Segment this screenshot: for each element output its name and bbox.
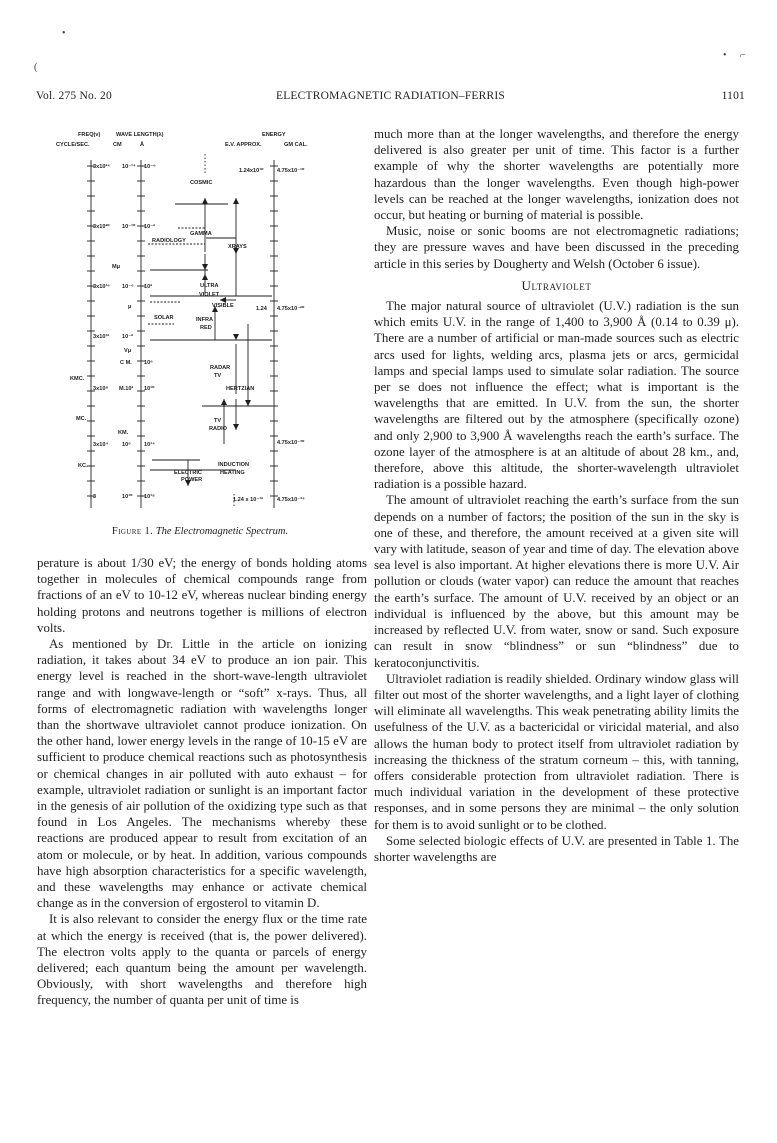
energy-cal-radio: 4.75x10⁻³⁰ [277,440,305,446]
cm-label: 10⁻² [122,334,134,340]
freq-label: 3x10¹² [93,334,110,340]
unit-label-mc: MC. [76,416,87,422]
freq-label: 3x10²⁴ [93,164,111,170]
energy-ev-top: 1.24x10¹⁰ [239,168,264,174]
energy-cal-top: 4.75x10⁻¹⁰ [277,168,305,174]
band-red: RED [200,325,212,331]
unit-label-mu: μ [128,304,132,310]
band-visible: VISIBLE [212,303,234,309]
energy-ev-bottom: 1.24 x 10⁻¹² [233,497,264,503]
band-radar: RADAR [210,365,231,371]
cm-label: 10⁻¹⁰ [122,224,136,230]
unit-label-kc: KC. [78,463,88,469]
journal-page: • ( • ⌐ Vol. 275 No. 20 ELECTROMAGNETIC RADIATION–FERRIS 1101 FREQ(ν) CYCLE/SEC. WAVE LENGTH(λ) CM Å ENERGY E.V. APPROX. GM CAL. 3x10²⁴ 3x10²⁰ 3x10¹⁶ 3x10¹² 3x10⁸ 3x10⁴ 3 10⁻¹⁴ 10⁻¹⁰ 10⁻⁶ 10⁻² M.10² 10⁶ 10¹⁰ 10⁻⁶ 10⁻² 10² 10⁶ 10¹⁰ 10¹⁴ 10¹⁸ Mμ μ Vμ C M. KMC. KM. MC. KC. 1.24x10¹⁰ 4.75x10⁻¹⁰ 1.24 4.75x10⁻²⁰ 4.75x10⁻³⁰ 1.24 x 10⁻¹² 4.75x10⁻³⁴ COSMIC GAMMA RADIOLOGY XRAYS ULTRA VIOLET VISIBLE SOLAR INFRA RED RADAR TV HERTZIAN TV RADIO INDUCTION HEATING ELECTRIC POWER Figure 1. The Electromagnetic Spectrum. perature is about 1/30 eV; the energy of bonds holding atoms together in molecules of chemical compounds range from fractions of an eV to 10-12 eV, whereas nuclear binding energy holding protons and neutrons together is millions of electron volts. As mentioned by Dr. Little in the article on ionizing radiation, it takes about 34 eV to produce an ion pair. This energy level is reached in the short-wave-length ultraviolet range and with longwave-length or “soft” x-rays. Thus, all forms of electromagnetic radiation with wavelengths longer than the shortwave ultraviolet cannot produce ionization. On the other hand, lower energy levels in the range of 10-15 eV are sufficient to produce chemical reactions such as photosynthesis or chemical changes in air polluted with auto exhaust – for example, ultraviolet radiation or sunlight is an important factor in the genesis of air pollution of the oxidizing type such as that found in Los Angeles. The mechanisms whereby these reactions are produced appear to result from excitation of an atom or molecule, or by heat. In addition, various compounds have high absorption characteristics for a specific wavelength, and these wavelengths may enhance or activate chemical change as in the conversion of ergosterol to vitamin D. It is also relevant to consider the energy flux or the time rate at which the energy is received (that is, the power delivered). The electron volts apply to the quanta or parcels of energy delivered; each quantum being the amount per wavelength. Obviously, with short wavelengths and therefore high frequency, the number of quanta per unit of time is much more than at the longer wavelengths, and therefore the energy delivered is also greater per unit of time. This factor is a further example of why the shorter wavelengths are potentially more hazardous than the longer wavelengths. Even though high-power levels can be reached at the longer wavelengths, ionization does not occur, but heating or burning of material is possible. Music, noise or sonic booms are not electromagnetic radiations; they are pressure waves and have been discussed in the preceding article in this series by Dougherty and Welsh (October 6 issue). Ultraviolet The major natural source of ultraviolet (U.V.) radiation is the sun which emits U.V. in the range of 1,400 to 3,900 Å (0.14 to 0.39 μ). There are a number of artificial or man-made sources such as electric arcs used for lights, welding arcs, plasma jets or arcs, germicidal lamps and special lamps used to simulate solar radiation. The source per se does not influence the effect; what is important is the wavelengths that are emitted. In U.V. from the sun, the shorter wavelengths are filtered out by the atmosphere (specifically ozone) and only 2,900 to 3,900 Å wavelengths reach the earth’s surface. The ozone layer of the atmosphere is at an altitude of about 28 km., and, therefore, above this altitude, the shorter-wavelength ultraviolet radiation is a possible hazard. The amount of ultraviolet reaching the earth’s surface from the sun depends on a number of factors; the position of the sun in the sky is one of these, and therefore, the amount received at a given site will vary with latitude, season of year and time of day. The elevation above sea level is also important. At higher elevations there is more U.V. Air pollution or clouds (water vapor) can reduce the amount that reaches the earth’s surface. The amount of U.V. received by an object or an individual is influenced by the above, but this amount may be increased by reflected U.V. from water, snow or sand. Such exposure can result in snow “blindness” or sun “blindness” due to keratoconjunctivitis. Ultraviolet radiation is readily shielded. Ordinary window glass will filter out most of the shorter wavelengths, and a light layer of clothing will eliminate all wavelengths. This weak penetrating ability limits the usefulness of the U.V. as a bactericidal or viricidal material, and also allows the human body to protect itself from ultraviolet radiation by increasing the thickness of the stratum corneum – this, with tanning, offers considerable protection from ultraviolet radiation. There is much individual variation in the development of these protective responses, and in some persons they are minimal – the only solution for them is to avoid sunlight or to be clothed. Some selected biologic effects of U.V. are presented in Table 1. The shorter wavelengths are [34,28,746,1008]
paragraph: much more than at the longer wavelengths, and therefore the energy delivered is also greater per unit of time. This factor is a further example of why the shorter wavelengths are potentially more hazardous than the longer wavelengths. Even though high-power levels can be reached at the longer wavelengths, ionization does not occur, but heating or burning of material is possible. [374,127,739,223]
caption-number: Figure 1. [111,526,154,537]
freq-label: 3x10⁴ [93,442,109,448]
figure-caption [40,526,360,537]
header-ev: E.V. APPROX. [225,142,262,148]
angstrom-label: 10² [144,284,153,290]
freq-label: 3 [93,494,97,500]
band-radio: RADIO [209,426,228,432]
cm-label: M.10² [119,386,134,392]
band-violet: VIOLET [199,292,220,298]
band-ultra: ULTRA [200,283,219,289]
header-cycle-sec: CYCLE/SEC. [56,142,90,148]
band-cosmic: COSMIC [190,180,213,186]
unit-label-vu: Vμ [124,348,132,354]
paragraph: The major natural source of ultraviolet (U.V.) radiation is the sun which emits U.V. in the range of 1,400 to 3,900 Å (0.14 to 0.39 μ). There are a number of artificial or man-made sources such as electric arcs used for lights, welding arcs, plasma jets or arcs, germicidal lamps and special lamps used to simulate solar radiation. The source per se does not influence the effect; what is important is the wavelengths that are emitted. In U.V. from the sun, the shorter wavelengths are filtered out by the atmosphere (specifically ozone) and only 2,900 to 3,900 Å wavelengths reach the earth’s surface. The ozone layer of the atmosphere is at an altitude of about 28 km., and, therefore, above this altitude, the shorter-wavelength ultraviolet radiation is a possible hazard. [374,299,739,492]
band-tv: TV [214,373,222,379]
band-induction: INDUCTION [218,462,250,468]
paragraph: perature is about 1/30 eV; the energy of bonds holding atoms together in molecules of chemical compounds range from fractions of an eV to 10-12 eV, whereas nuclear binding energy holding protons and neutrons together is millions of electron volts. [37,556,367,635]
figure-electromagnetic-spectrum [40,124,360,536]
header-cm: CM [113,142,122,148]
freq-label: 3x10²⁰ [93,224,110,230]
freq-label: 3x10⁸ [93,386,109,392]
cm-label: 10⁻¹⁴ [122,164,136,170]
band-heating: HEATING [220,470,245,476]
energy-ev-visible: 1.24 [256,306,267,312]
cm-label: 10⁻⁶ [122,284,134,290]
paragraph: As mentioned by Dr. Little in the article on ionizing radiation, it takes about 34 eV to produce an ion pair. This energy level is reached in the short-wave-length ultraviolet range and with longwave-length or “soft” x-rays. Thus, all forms of electromagnetic radiation with wavelengths longer than the shortwave ultraviolet cannot produce ionization. On the other hand, lower energy levels in the range of 10-15 eV are sufficient to produce chemical reactions such as photosynthesis or chemical changes in air polluted with auto exhaust – for example, ultraviolet radiation or sunlight is an important factor in the genesis of air pollution of the oxidizing type such as that found in Los Angeles. The mechanisms whereby these reactions are produced appear to result from excitation of an atom or molecule, or by heat. In addition, various compounds have high absorption characteristics for a specific wavelength, and these wavelengths may enhance or activate chemical change as in the conversion of ergosterol to vitamin D. [37,637,367,911]
volume-issue: Vol. 275 No. 20 [36,90,112,102]
caption-title: The Electromagnetic Spectrum. [155,526,289,537]
paragraph: Some selected biologic effects of U.V. are presented in Table 1. The shorter wavelengths are [374,833,739,864]
cm-label: 10⁶ [122,442,131,448]
energy-cal-bottom: 4.75x10⁻³⁴ [277,497,305,503]
right-column [374,126,739,865]
unit-label-kmc: KMC. [70,376,85,382]
band-infra: INFRA [196,317,214,323]
cm-label: 10¹⁰ [122,494,133,500]
angstrom-label: 10¹⁴ [144,442,155,448]
left-column [37,555,367,1009]
running-title: ELECTROMAGNETIC RADIATION–FERRIS [275,90,506,102]
angstrom-label: 10¹⁰ [144,386,155,392]
paragraph: Ultraviolet radiation is readily shielded. Ordinary window glass will filter out most of the shorter wavelengths, and a light layer of clothing will eliminate all wavelengths. This weak penetrating ability limits the usefulness of the U.V. as a bactericidal or viricidal material, and also allows the human body to protect itself from ultraviolet radiation by increasing the thickness of the stratum corneum – this, with tanning, offers considerable protection from ultraviolet radiation. There is much individual variation in the development of these protective responses, and in some persons they are minimal – the only solution for them is to avoid sunlight or to be clothed. [374,671,739,832]
band-power: POWER [181,477,203,483]
band-solar: SOLAR [154,315,174,321]
band-xrays: XRAYS [228,244,247,250]
paragraph: The amount of ultraviolet reaching the earth’s surface from the sun depends on a number of factors; the position of the sun in the sky is one of these, and therefore, the amount received at a given site will vary with latitude, season of year and time of day. The elevation above sea level is also important. At higher elevations there is more U.V. Air pollution or clouds (water vapor) can reduce the amount that reaches the earth’s surface. The amount of U.V. received by an object or an individual is influenced by the above, but this amount may be increased by reflected U.V. from water, snow or sand. Such exposure can result in snow “blindness” or sun “blindness” due to keratoconjunctivitis. [374,493,739,670]
angstrom-label: 10⁻² [144,224,156,230]
spectrum-diagram [40,124,360,522]
header-freq: FREQ(ν) [78,132,101,138]
header-angstrom: Å [140,142,145,148]
energy-cal-visible: 4.75x10⁻²⁰ [277,306,305,312]
header-energy: ENERGY [262,132,286,138]
header-gm-cal: GM CAL. [284,142,308,148]
band-electric: ELECTRIC [174,470,202,476]
angstrom-label: 10⁻⁶ [144,164,156,170]
unit-label-cm: C M. [120,360,132,366]
header-wavelength: WAVE LENGTH(λ) [116,132,164,138]
page-number: 1101 [721,90,745,102]
unit-label-km: KM. [118,430,129,436]
unit-label-mu-mu: Mμ [112,264,121,270]
band-tv: TV [214,418,222,424]
section-heading-ultraviolet: Ultraviolet [521,277,592,293]
band-radiology: RADIOLOGY [152,238,186,244]
paragraph: It is also relevant to consider the energy flux or the time rate at which the energy is received (that is, the power delivered). The electron volts apply to the quanta or parcels of energy delivered; each quantum being the amount per wavelength. Obviously, with short wavelengths and therefore high frequency, the number of quanta per unit of time is [37,912,367,1008]
running-header [36,90,745,106]
band-gamma: GAMMA [190,231,212,237]
angstrom-label: 10⁶ [144,360,153,366]
paragraph: Music, noise or sonic booms are not electromagnetic radiations; they are pressure waves and have been discussed in the preceding article in this series by Dougherty and Welsh (October 6 issue). [374,224,739,271]
angstrom-label: 10¹⁸ [144,494,155,500]
freq-label: 3x10¹⁶ [93,284,110,290]
band-hertzian: HERTZIAN [226,386,255,392]
